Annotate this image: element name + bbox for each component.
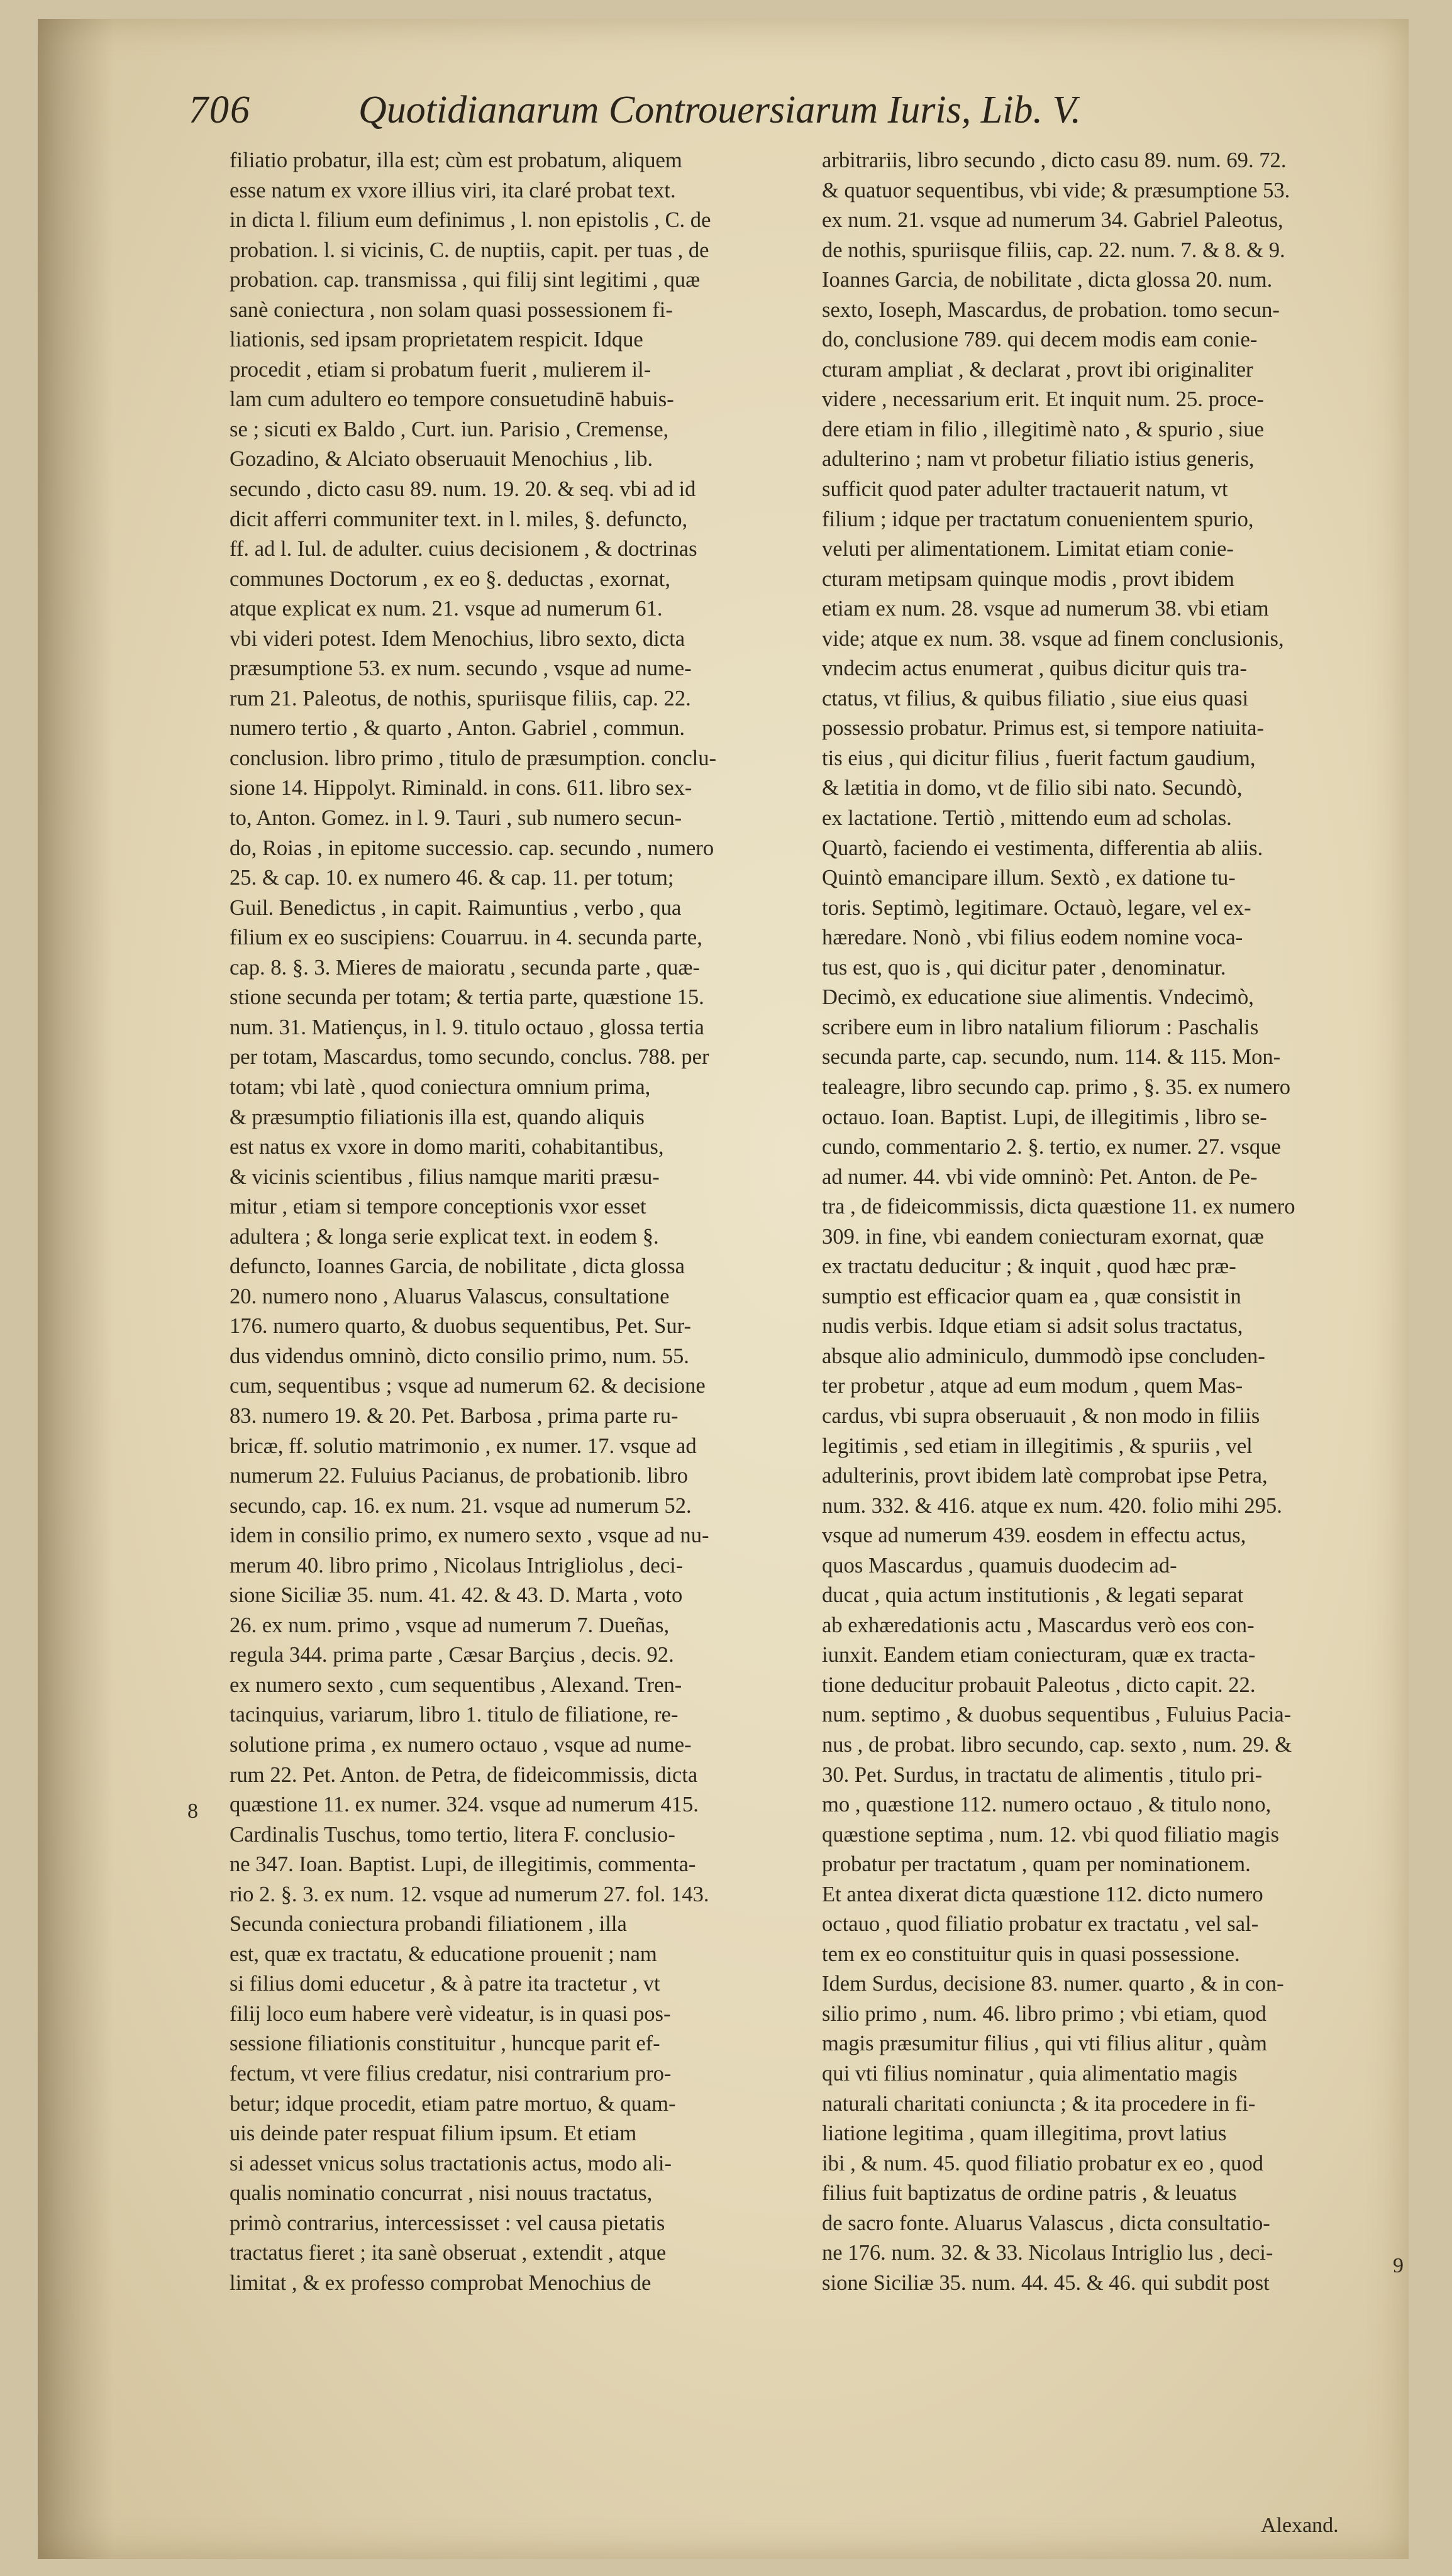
text-line: tem ex eo constituitur quis in quasi possessione. xyxy=(822,1942,1240,1966)
text-line: dere etiam in filio , illegitimè nato , & spurio , siue xyxy=(822,417,1264,441)
text-line: Secunda coniectura probandi filiationem , illa xyxy=(230,1912,627,1937)
text-line: regula 344. prima parte , Cæsar Barçius , decis. 92. xyxy=(230,1643,674,1667)
text-line: de nothis, spuriisque filiis, cap. 22. num. 7. & 8. & 9. xyxy=(822,238,1285,262)
text-line: tus est, quo is , qui dicitur pater , denominatur. xyxy=(822,955,1226,980)
text-line: totam; vbi latè , quod coniectura omnium prima, xyxy=(230,1075,651,1099)
text-line: sufficit quod pater adulter tractauerit natum, vt xyxy=(822,477,1228,502)
text-line: si filius domi educetur , & à patre ita tractetur , vt xyxy=(230,1972,660,1996)
text-line: & præsumptio filiationis illa est, quando aliquis xyxy=(230,1105,645,1129)
text-line: 26. ex num. primo , vsque ad numerum 7. Dueñas, xyxy=(230,1613,670,1637)
text-line: numero tertio , & quarto , Anton. Gabriel , commun. xyxy=(230,716,685,741)
text-line: legitimis , sed etiam in illegitimis , & spuriis , vel xyxy=(822,1434,1253,1458)
text-line: num. septimo , & duobus sequentibus , Fuluius Pacia- xyxy=(822,1703,1292,1727)
text-line: numerum 22. Fuluius Pacianus, de probationib. libro xyxy=(230,1464,688,1488)
text-line: communes Doctorum , ex eo §. deductas , exornat, xyxy=(230,567,670,591)
text-line: merum 40. libro primo , Nicolaus Intrigliolus , deci- xyxy=(230,1553,684,1578)
text-line: do, Roias , in epitome successio. cap. secundo , numero xyxy=(230,836,714,860)
text-line: per totam, Mascardus, tomo secundo, conclus. 788. per xyxy=(230,1045,709,1070)
text-line: adulterinis, provt ibidem latè comprobat ipse Petra, xyxy=(822,1464,1268,1488)
text-line: Guil. Benedictus , in capit. Raimuntius , verbo , qua xyxy=(230,895,682,920)
text-line: tis eius , qui dicitur filius , fuerit factum gaudium, xyxy=(822,746,1256,770)
text-line: tealeagre, libro secundo cap. primo , §. 35. ex numero xyxy=(822,1075,1291,1099)
text-line: sessione filiationis constituitur , huncque parit ef- xyxy=(230,2032,660,2056)
text-line: & vicinis scientibus , filius namque mariti præsu- xyxy=(230,1164,660,1189)
text-line: sione Siciliæ 35. num. 41. 42. & 43. D. Marta , voto xyxy=(230,1583,683,1608)
text-line: ibi , & num. 45. quod filiatio probatur ex eo , quod xyxy=(822,2151,1264,2175)
text-line: ff. ad l. Iul. de adulter. cuius decisionem , & doctrinas xyxy=(230,537,697,561)
text-line: octauo , quod filiatio probatur ex tractatu , vel sal- xyxy=(822,1912,1259,1937)
page-number: 706 xyxy=(189,89,251,131)
text-line: vndecim actus enumerat , quibus dicitur quis tra- xyxy=(822,656,1248,681)
text-line: dus videndus omninò, dicto consilio primo, num. 55. xyxy=(230,1344,689,1368)
text-line: in dicta l. filium eum definimus , l. non epistolis , C. de xyxy=(230,208,711,233)
page-header xyxy=(189,88,1358,151)
text-line: vsque ad numerum 439. eosdem in effectu actus, xyxy=(822,1523,1246,1548)
text-line: & quatuor sequentibus, vbi vide; & præsumptione 53. xyxy=(822,178,1290,202)
text-line: toris. Septimò, legitimare. Octauò, legare, vel ex- xyxy=(822,895,1251,920)
text-line: arbitrariis, libro secundo , dicto casu 89. num. 69. 72. xyxy=(822,148,1287,172)
text-line: cardus, vbi supra obseruauit , & non modo in filiis xyxy=(822,1403,1260,1428)
text-line: de sacro fonte. Aluarus Valascus , dicta consultatio- xyxy=(822,2211,1270,2235)
text-line: Gozadino, & Alciato obseruauit Menochius , lib. xyxy=(230,447,653,472)
text-line: Quartò, faciendo ei vestimenta, differentia ab aliis. xyxy=(822,836,1263,860)
text-line: Idem Surdus, decisione 83. numer. quarto , & in con- xyxy=(822,1972,1284,1996)
text-line: filium ex eo suscipiens: Couarruu. in 4. secunda parte, xyxy=(230,926,702,950)
text-line: conclusion. libro primo , titulo de præsumption. conclu- xyxy=(230,746,717,770)
text-line: esse natum ex vxore illius viri, ita claré probat text. xyxy=(230,178,676,202)
text-line: 25. & cap. 10. ex numero 46. & cap. 11. per totum; xyxy=(230,866,674,890)
text-line: absque alio adminiculo, dummodò ipse concluden- xyxy=(822,1344,1265,1368)
text-line: 309. in fine, vbi eandem coniecturam exornat, quæ xyxy=(822,1224,1264,1249)
text-line: bricæ, ff. solutio matrimonio , ex numer. 17. vsque ad xyxy=(230,1434,697,1458)
text-line: naturali charitati coniuncta ; & ita procedere in fi- xyxy=(822,2091,1256,2116)
text-line: fectum, vt vere filius credatur, nisi contrarium pro- xyxy=(230,2062,672,2086)
text-line: scribere eum in libro natalium filiorum : Paschalis xyxy=(822,1015,1259,1039)
text-line: sanè coniectura , non solam quasi possessionem fi- xyxy=(230,297,673,322)
text-line: mitur , etiam si tempore conceptionis vxor esset xyxy=(230,1195,646,1219)
text-line: mo , quæstione 112. numero octauo , & titulo nono, xyxy=(822,1793,1272,1817)
text-line: ne 347. Ioan. Baptist. Lupi, de illegitimis, commenta- xyxy=(230,1852,696,1877)
text-line: nus , de probat. libro secundo, cap. sexto , num. 29. & xyxy=(822,1732,1292,1757)
text-line: liatione legitima , quam illegitima, provt latius xyxy=(822,2121,1227,2146)
text-line: 20. numero nono , Aluarus Valascus, consultatione xyxy=(230,1284,670,1308)
text-line: uis deinde pater respuat filium ipsum. Et etiam xyxy=(230,2121,637,2146)
text-line: etiam ex num. 28. vsque ad numerum 38. vbi etiam xyxy=(822,597,1269,621)
text-line: si adesset vnicus solus tractationis actus, modo ali- xyxy=(230,2151,672,2175)
text-line: vbi videri potest. Idem Menochius, libro sexto, dicta xyxy=(230,626,685,651)
text-line: probatur per tractatum , quam per nominationem. xyxy=(822,1852,1251,1877)
text-line: magis præsumitur filius , qui vti filius alitur , quàm xyxy=(822,2032,1267,2056)
text-line: 176. numero quarto, & duobus sequentibus, Pet. Sur- xyxy=(230,1314,692,1339)
text-line: ex lactatione. Tertiò , mittendo eum ad scholas. xyxy=(822,806,1232,831)
text-line: idem in consilio primo, ex numero sexto , vsque ad nu- xyxy=(230,1523,709,1548)
text-line: cum, sequentibus ; vsque ad numerum 62. & decisione xyxy=(230,1374,706,1398)
text-line: secunda parte, cap. secundo, num. 114. & 115. Mon- xyxy=(822,1045,1281,1070)
text-line: secundo , dicto casu 89. num. 19. 20. & seq. vbi ad id xyxy=(230,477,696,502)
left-text-column xyxy=(230,146,799,2298)
text-line: 30. Pet. Surdus, in tractatu de alimentis , titulo pri- xyxy=(822,1762,1263,1787)
text-line: est, quæ ex tractatu, & educatione prouenit ; nam xyxy=(230,1942,657,1966)
margin-note-left: 8 xyxy=(187,1799,198,1823)
text-line: do, conclusione 789. qui decem modis eam conie- xyxy=(822,328,1258,352)
text-line: ducat , quia actum institutionis , & legati separat xyxy=(822,1583,1244,1608)
text-line: filij loco eum habere verè videatur, is in quasi pos- xyxy=(230,2001,671,2026)
text-line: videre , necessarium erit. Et inquit num. 25. proce- xyxy=(822,387,1264,412)
text-line: adulterino ; nam vt probetur filiatio istius generis, xyxy=(822,447,1255,472)
text-line: Cardinalis Tuschus, tomo tertio, litera F. conclusio- xyxy=(230,1822,675,1847)
text-line: silio primo , num. 46. libro primo ; vbi etiam, quod xyxy=(822,2001,1266,2026)
text-line: ex numero sexto , cum sequentibus , Alexand. Tren- xyxy=(230,1672,682,1697)
text-line: tacinquius, variarum, libro 1. titulo de filiatione, re- xyxy=(230,1703,679,1727)
text-line: procedit , etiam si probatum fuerit , mulierem il- xyxy=(230,357,651,382)
text-line: iunxit. Eandem etiam coniecturam, quæ ex tracta- xyxy=(822,1643,1256,1667)
text-line: Ioannes Garcia, de nobilitate , dicta glossa 20. num. xyxy=(822,268,1273,292)
text-line: num. 332. & 416. atque ex num. 420. folio mihi 295. xyxy=(822,1493,1282,1518)
text-line: limitat , & ex professo comprobat Menochius de xyxy=(230,2270,651,2295)
text-line: ne 176. num. 32. & 33. Nicolaus Intriglio lus , deci- xyxy=(822,2241,1273,2265)
text-line: Et antea dixerat dicta quæstione 112. dicto numero xyxy=(822,1882,1263,1906)
text-line: est natus ex vxore in domo mariti, cohabitantibus, xyxy=(230,1135,664,1159)
text-line: ex tractatu deducitur ; & inquit , quod hæc præ- xyxy=(822,1254,1236,1279)
text-line: octauo. Ioan. Baptist. Lupi, de illegitimis , libro se- xyxy=(822,1105,1267,1129)
text-line: defuncto, Ioannes Garcia, de nobilitate , dicta glossa xyxy=(230,1254,685,1279)
margin-note-right: 9 xyxy=(1393,2254,1404,2277)
text-line: quæstione 11. ex numer. 324. vsque ad numerum 415. xyxy=(230,1793,699,1817)
text-line: Decimò, ex educatione siue alimentis. Vndecimò, xyxy=(822,985,1254,1010)
text-line: rum 22. Pet. Anton. de Petra, de fideicommissis, dicta xyxy=(230,1762,698,1787)
text-line: sione Siciliæ 35. num. 44. 45. & 46. qui subdit post xyxy=(822,2270,1270,2295)
text-line: betur; idque procedit, etiam patre mortuo, & quam- xyxy=(230,2091,676,2116)
text-line: Quintò emancipare illum. Sextò , ex datione tu- xyxy=(822,866,1236,890)
text-line: tra , de fideicommissis, dicta quæstione 11. ex numero xyxy=(822,1195,1295,1219)
text-line: adultera ; & longa serie explicat text. in eodem §. xyxy=(230,1224,659,1249)
text-line: veluti per alimentationem. Limitat etiam conie- xyxy=(822,537,1234,561)
text-line: rio 2. §. 3. ex num. 12. vsque ad numerum 27. fol. 143. xyxy=(230,1882,709,1906)
text-line: rum 21. Paleotus, de nothis, spuriisque filiis, cap. 22. xyxy=(230,686,691,710)
text-line: ab exhæredationis actu , Mascardus verò eos con- xyxy=(822,1613,1255,1637)
text-line: cap. 8. §. 3. Mieres de maioratu , secunda parte , quæ- xyxy=(230,955,700,980)
text-line: stione secunda per totam; & tertia parte, quæstione 15. xyxy=(230,985,704,1010)
text-line: nudis verbis. Idque etiam si adsit solus tractatus, xyxy=(822,1314,1243,1339)
text-line: tractatus fieret ; ita sanè obseruat , extendit , atque xyxy=(230,2241,667,2265)
text-line: cundo, commentario 2. §. tertio, ex numer. 27. vsque xyxy=(822,1135,1281,1159)
right-text-column xyxy=(822,146,1394,2298)
text-line: lam cum adultero eo tempore consuetudinē habuis- xyxy=(230,387,674,412)
text-line: sione 14. Hippolyt. Riminald. in cons. 611. libro sex- xyxy=(230,776,692,800)
running-title: Quotidianarum Controuersiarum Iuris, Lib. V. xyxy=(358,89,1081,131)
text-line: ter probetur , atque ad eum modum , quem Mas- xyxy=(822,1374,1243,1398)
text-line: filius fuit baptizatus de ordine patris , & leuatus xyxy=(822,2181,1237,2206)
text-line: ex num. 21. vsque ad numerum 34. Gabriel Paleotus, xyxy=(822,208,1283,233)
text-line: quos Mascardus , quamuis duodecim ad- xyxy=(822,1553,1177,1578)
text-line: vide; atque ex num. 38. vsque ad finem conclusionis, xyxy=(822,626,1284,651)
text-line: sexto, Ioseph, Mascardus, de probation. tomo secun- xyxy=(822,297,1280,322)
text-line: cturam ampliat , & declarat , provt ibi originaliter xyxy=(822,357,1253,382)
text-line: quæstione septima , num. 12. vbi quod filiatio magis xyxy=(822,1822,1280,1847)
text-line: filiatio probatur, illa est; cùm est probatum, aliquem xyxy=(230,148,682,172)
catchword: Alexand. xyxy=(1261,2514,1339,2537)
text-line: filium ; idque per tractatum conuenientem spurio, xyxy=(822,507,1254,531)
text-line: 83. numero 19. & 20. Pet. Barbosa , prima parte ru- xyxy=(230,1403,679,1428)
text-line: primò contrarius, intercessisset : vel causa pietatis xyxy=(230,2211,665,2235)
text-line: dicit afferri communiter text. in l. miles, §. defuncto, xyxy=(230,507,688,531)
text-line: sumptio est efficacior quam ea , quæ consistit in xyxy=(822,1284,1241,1308)
text-line: probation. l. si vicinis, C. de nuptiis, capit. per tuas , de xyxy=(230,238,709,262)
text-line: præsumptione 53. ex num. secundo , vsque ad nume- xyxy=(230,656,692,681)
text-line: ctatus, vt filius, & quibus filiatio , siue eius quasi xyxy=(822,686,1249,710)
text-line: liationis, sed ipsam proprietatem respicit. Idque xyxy=(230,328,643,352)
text-line: se ; sicuti ex Baldo , Curt. iun. Parisio , Cremense, xyxy=(230,417,669,441)
text-line: tione deducitur probauit Paleotus , dicto capit. 22. xyxy=(822,1672,1256,1697)
text-line: qui vti filius nominatur , quia alimentatio magis xyxy=(822,2062,1238,2086)
text-line: probation. cap. transmissa , qui filij sint legitimi , quæ xyxy=(230,268,701,292)
text-line: num. 31. Matiençus, in l. 9. titulo octauo , glossa tertia xyxy=(230,1015,704,1039)
text-line: possessio probatur. Primus est, si tempore natiuita- xyxy=(822,716,1265,741)
page-fold-shadow xyxy=(38,19,113,2559)
text-line: secundo, cap. 16. ex num. 21. vsque ad numerum 52. xyxy=(230,1493,692,1518)
text-line: solutione prima , ex numero octauo , vsque ad nume- xyxy=(230,1732,692,1757)
text-line: hæredare. Nonò , vbi filius eodem nomine voca- xyxy=(822,926,1243,950)
text-line: to, Anton. Gomez. in l. 9. Tauri , sub numero secun- xyxy=(230,806,682,831)
text-line: atque explicat ex num. 21. vsque ad numerum 61. xyxy=(230,597,663,621)
text-line: & lætitia in domo, vt de filio sibi nato. Secundò, xyxy=(822,776,1243,800)
text-line: qualis nominatio concurrat , nisi nouus tractatus, xyxy=(230,2181,653,2206)
text-line: ad numer. 44. vbi vide omninò: Pet. Anton. de Pe- xyxy=(822,1164,1258,1189)
text-line: cturam metipsam quinque modis , provt ibidem xyxy=(822,567,1234,591)
